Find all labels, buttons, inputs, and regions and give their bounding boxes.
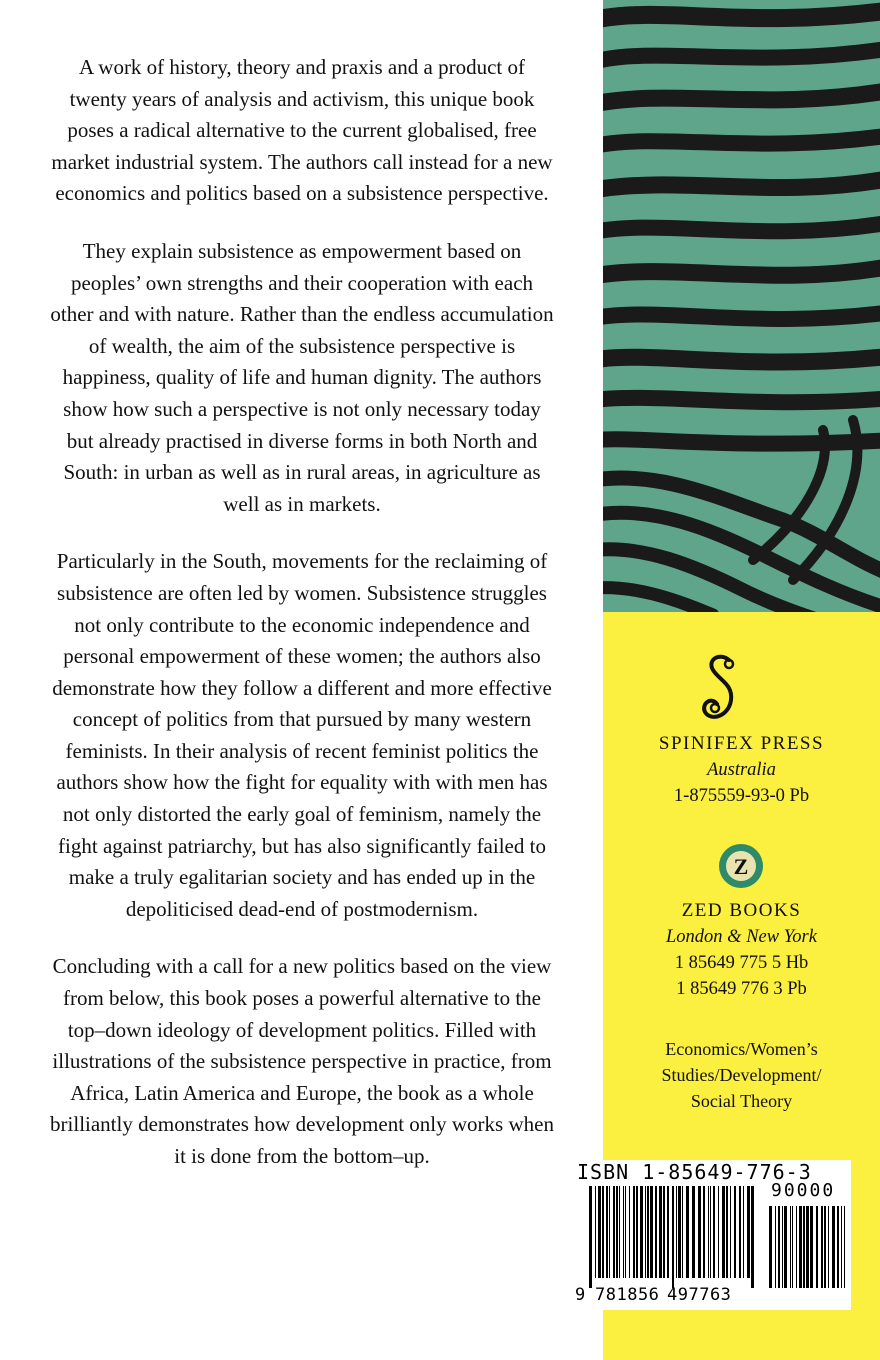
barcode-bar (710, 1186, 711, 1278)
barcode-bar (844, 1206, 845, 1288)
blurb-paragraph-3: Particularly in the South, movements for the reclaiming of subsistence are often led by women. Subsistence struggles not only contribute to the economic independence and personal empowerment of these women; the authors also demonstrate how they follow a different and more effective concept of politics from that pursued by many western feminists. In their analysis of recent feminist politics the authors show how the fight for equality with with men has not only distorted the early goal of feminism, namely the fight against patriarchy, but has also significantly failed to make a truly egalitarian society and has ended up in the depoliticised dead-end of postmodernism. (52, 549, 552, 921)
barcode-bar (682, 1186, 683, 1278)
barcode-bar (832, 1206, 835, 1288)
cover-artwork (603, 0, 880, 612)
zed-books-isbn-hb: 1 85649 775 5 Hb (674, 953, 809, 973)
barcode-bar (659, 1186, 662, 1278)
zed-z-icon (718, 843, 764, 889)
subject-line-2: Studies/Development/ (661, 1065, 822, 1085)
barcode-bar (821, 1206, 823, 1288)
blurb-paragraph-4: Concluding with a call for a new politics based on the view from below, this book poses a powerful alternative to the top–down ideology of development politics. Filled with illustrations of the subsistence perspective in practice, from Africa, Latin America and Europe, the book as a whole brilliantly demonstrates how development only works when it is done from the bottom–up. (50, 954, 554, 1168)
barcode-bar (790, 1206, 791, 1288)
barcode-bar (837, 1206, 839, 1288)
spinifex-press-block (603, 731, 880, 809)
barcode-bar (655, 1186, 657, 1278)
spinifex-s-icon (699, 652, 743, 728)
ean-left-group: 781856 (595, 1285, 660, 1305)
barcode-bar (784, 1206, 787, 1288)
barcode-bar (663, 1186, 665, 1278)
barcode-bar (810, 1206, 813, 1288)
barcode-bar (629, 1186, 630, 1278)
ean-right-group: 497763 (667, 1285, 732, 1305)
barcode-bar (824, 1206, 826, 1288)
subject-categories (603, 1036, 880, 1114)
isbn-label: ISBN 1-85649-776-3 (577, 1160, 812, 1184)
barcode-bar (828, 1206, 829, 1288)
barcode-bar (692, 1186, 695, 1278)
spinifex-press-location: Australia (707, 760, 776, 780)
ean-first-digit: 9 (575, 1285, 586, 1305)
barcode-bar (616, 1186, 618, 1278)
barcode-bar (595, 1186, 596, 1278)
zed-logo-letter: Z (733, 854, 749, 879)
barcode-bar (625, 1186, 626, 1278)
publisher-side-panel (603, 0, 880, 1360)
barcode-bar (623, 1186, 624, 1278)
ean-barcode-bars (589, 1186, 754, 1288)
barcode-bar (619, 1186, 620, 1278)
barcode-bar (703, 1186, 705, 1278)
barcode-bar (792, 1206, 793, 1288)
barcode-bar (676, 1186, 677, 1278)
barcode-bar (726, 1186, 728, 1278)
isbn-barcode (573, 1160, 851, 1310)
zed-books-location: London & New York (666, 927, 817, 947)
subject-line-1: Economics/Women’s (665, 1039, 818, 1059)
addon-barcode-bars (769, 1206, 845, 1288)
barcode-bar (841, 1206, 842, 1288)
barcode-bar (708, 1186, 709, 1278)
blurb-paragraph-2: They explain subsistence as empowerment based on peoples’ own strengths and their cooperation with each other and with nature. Rather than the endless accumulation of wealth, the aim of the subsistence perspective is happiness, quality of life and human dignity. The authors show how such a perspective is not only necessary today but already practised in diverse forms in both North and South: in urban as well as in rural areas, in agriculture as well as in markets. (50, 238, 554, 516)
barcode-bar (589, 1186, 592, 1288)
barcode-bar (686, 1186, 689, 1278)
barcode-bar (747, 1186, 750, 1278)
barcode-bar (799, 1206, 802, 1288)
barcode-bar (718, 1186, 719, 1278)
barcode-bar (796, 1206, 797, 1288)
barcode-bar (613, 1186, 615, 1278)
barcode-bar (667, 1186, 669, 1278)
barcode-bar (734, 1186, 736, 1278)
barcode-bar (803, 1206, 805, 1288)
barcode-bar (636, 1186, 638, 1278)
barcode-bar (647, 1186, 649, 1278)
zed-books-isbn-pb: 1 85649 776 3 Pb (676, 979, 807, 999)
spinifex-press-isbn: 1-875559-93-0 Pb (673, 786, 810, 806)
barcode-bar (775, 1206, 776, 1288)
back-cover-blurb (48, 52, 556, 1199)
barcode-bar (730, 1186, 731, 1278)
spinifex-press-name: SPINIFEX PRESS (658, 733, 825, 754)
addon-digits: 90000 (771, 1180, 836, 1201)
barcode-bar (650, 1186, 653, 1278)
barcode-bar (678, 1186, 681, 1278)
zed-books-name: ZED BOOKS (681, 900, 802, 921)
barcode-bar (672, 1186, 674, 1288)
barcode-bar (722, 1186, 725, 1278)
barcode-bar (713, 1186, 715, 1278)
barcode-bar (778, 1206, 780, 1288)
barcode-bar (739, 1186, 741, 1278)
barcode-bar (751, 1186, 754, 1288)
barcode-bar (640, 1186, 643, 1278)
barcode-bar (633, 1186, 635, 1278)
barcode-bar (816, 1206, 818, 1288)
zed-books-block (603, 898, 880, 1002)
barcode-bar (698, 1186, 701, 1278)
barcode-bar (743, 1186, 744, 1278)
barcode-bar (606, 1186, 608, 1278)
barcode-bar (602, 1186, 604, 1278)
barcode-bar (598, 1186, 601, 1278)
subject-line-3: Social Theory (690, 1091, 793, 1111)
striped-artwork-image (603, 0, 880, 612)
barcode-bar (806, 1206, 809, 1288)
barcode-bar (782, 1206, 783, 1288)
barcode-bar (645, 1186, 646, 1278)
barcode-bar (769, 1206, 772, 1288)
blurb-paragraph-1: A work of history, theory and praxis and a product of twenty years of analysis and activism, this unique book poses a radical alternative to the current globalised, free market industrial system. The authors call instead for a new economics and politics based on a subsistence perspective. (51, 55, 553, 206)
barcode-bar (609, 1186, 610, 1278)
